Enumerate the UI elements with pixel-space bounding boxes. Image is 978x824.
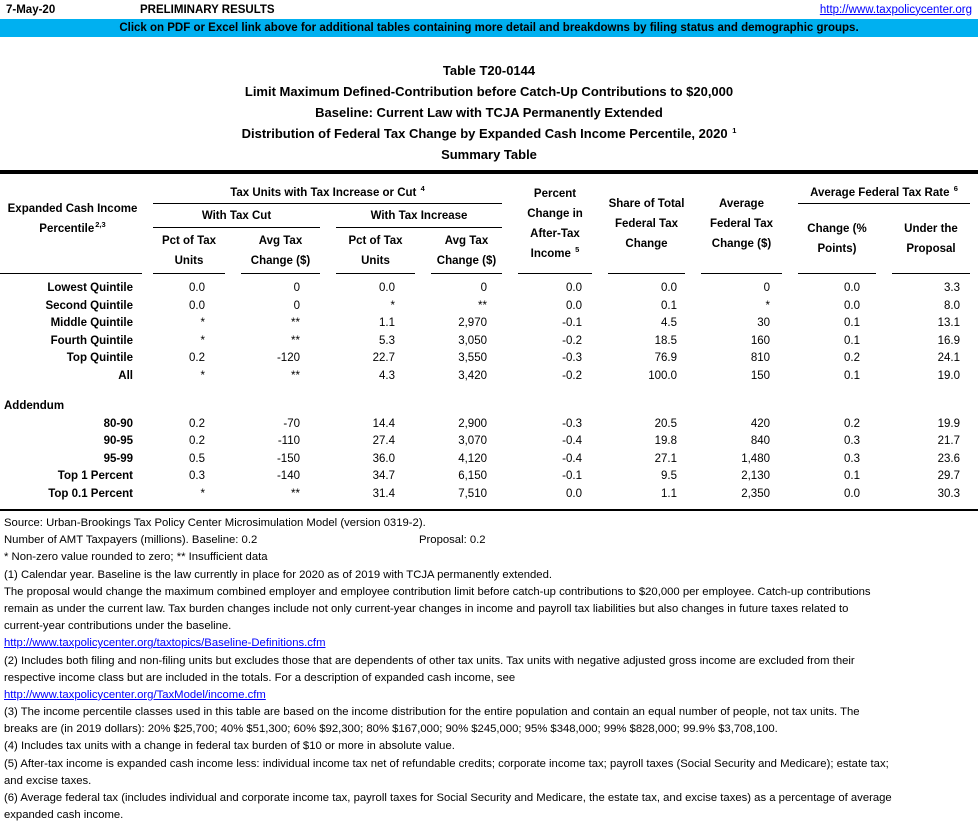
cell: 19.0 xyxy=(937,369,960,382)
row-label: Top 1 Percent xyxy=(57,470,133,482)
under-the-proposal-header: Under the Proposal xyxy=(884,204,978,274)
cell: ** xyxy=(291,317,300,329)
row-label: 80-90 xyxy=(103,417,133,430)
cell: -70 xyxy=(283,417,300,430)
footnote-line: respective income class but are included in the totals. For a description of expanded cash income, see xyxy=(4,671,516,684)
title-summary: Summary Table xyxy=(441,147,537,162)
cell: ** xyxy=(478,299,487,312)
cell: 34.7 xyxy=(372,470,395,482)
footnote-ref-1: 1 xyxy=(732,125,737,135)
pct-of-tax-units-header: Pct of Tax Units xyxy=(145,228,233,274)
footnote-line: (6) Average federal tax (includes individual and corporate income tax, payroll taxes for Social Security and Medicare, the estate tax, and excise taxes) as a percentage of average xyxy=(4,792,892,804)
cell: 0.0 xyxy=(566,282,582,294)
footnote-link[interactable]: http://www.taxpolicycenter.org/TaxModel/income.cfm xyxy=(4,688,266,701)
row-label: All xyxy=(118,369,133,382)
footnote-line: (2) Includes both filing and non-filing units but excludes those that are dependents of other tax units. Tax units with negative adjusted gross income are excluded from their xyxy=(4,654,855,667)
cell: 0.0 xyxy=(661,282,677,294)
cell: 0 xyxy=(763,282,770,294)
cell: 2,130 xyxy=(741,470,770,482)
cell: 0.0 xyxy=(844,282,860,294)
cell: ** xyxy=(291,334,300,347)
cell: * xyxy=(200,317,205,329)
cell: 0.1 xyxy=(844,334,860,347)
cell: 31.4 xyxy=(372,487,395,500)
cell: 24.1 xyxy=(937,352,960,364)
cell: 13.1 xyxy=(937,317,960,329)
cell: 0.0 xyxy=(189,282,205,294)
expanded-cash-income-header: Expanded Cash Income Percentile$^{2,3}$ xyxy=(0,174,145,274)
cell: 0 xyxy=(293,299,300,312)
avg-federal-tax-rate-header: Average Federal Tax Rate $^6$ xyxy=(790,174,978,204)
cell: 2,900 xyxy=(458,417,487,430)
cell: 0.1 xyxy=(844,470,860,482)
cell: 22.7 xyxy=(372,352,395,364)
with-tax-cut-header: With Tax Cut xyxy=(145,204,328,228)
cell: -0.4 xyxy=(562,452,582,465)
cell: 0.2 xyxy=(189,435,205,447)
title-distribution: Distribution of Federal Tax Change by Expanded Cash Income Percentile, 2020 $^1$ xyxy=(241,125,737,141)
cell: 0.5 xyxy=(189,452,205,465)
footnote-line: (1) Calendar year. Baseline is the law currently in place for 2020 as of 2019 with TCJA permanently extended. xyxy=(4,568,552,581)
cell: 18.5 xyxy=(654,334,677,347)
cell: * xyxy=(200,487,205,500)
footnote-link[interactable]: http://www.taxpolicycenter.org/taxtopics/Baseline-Definitions.cfm xyxy=(4,637,326,650)
cell: 29.7 xyxy=(937,470,960,482)
footnote-line: expanded cash income. xyxy=(4,809,124,822)
cell: -110 xyxy=(277,435,300,447)
cell: -150 xyxy=(276,452,300,465)
table-body-addendum xyxy=(0,416,978,504)
cell: 5.3 xyxy=(379,334,395,347)
cell: 1.1 xyxy=(379,317,395,329)
footnote-line: Source: Urban-Brookings Tax Policy Center Microsimulation Model (version 0319-2). xyxy=(4,517,426,529)
cell: 0.0 xyxy=(844,299,860,312)
top-bar xyxy=(0,0,978,19)
footnote-line: remain as under the current law. Tax burden changes include not only current-year changes in income and payroll tax liabilities but also changes in future taxes related to xyxy=(4,602,849,615)
tax-units-group-header: Tax Units with Tax Increase or Cut $^4$ xyxy=(145,174,510,204)
cell: 2,350 xyxy=(741,487,770,500)
cell: * xyxy=(390,299,395,312)
cell: 0.1 xyxy=(661,299,677,312)
cell: 14.4 xyxy=(372,417,395,430)
cell: 27.1 xyxy=(654,452,677,465)
row-label: 95-99 xyxy=(103,452,133,465)
change-pct-points-header: Change (% Points) xyxy=(790,204,884,274)
footnote-line: The proposal would change the maximum combined employer and employee contribution limit before catch-up contributions to $20,000 per employee. Catch-up contributions xyxy=(4,585,871,598)
cell: 19.9 xyxy=(937,417,960,430)
cell: 6,150 xyxy=(458,470,487,482)
cell: 27.4 xyxy=(372,435,395,447)
cell: 3.3 xyxy=(944,282,960,294)
cell: 0.2 xyxy=(844,417,860,430)
cell: 160 xyxy=(750,334,770,347)
cell: 76.9 xyxy=(654,352,677,364)
amt-baseline-text: Number of AMT Taxpayers (millions). Baseline: 0.2 xyxy=(4,534,258,547)
cell: 16.9 xyxy=(937,334,960,347)
cell: 0.2 xyxy=(189,417,205,430)
tpc-url-link[interactable]: http://www.taxpolicycenter.org xyxy=(819,3,972,16)
cell: 9.5 xyxy=(661,470,677,482)
cell: -0.3 xyxy=(562,352,582,364)
cell: 0.2 xyxy=(844,352,860,364)
cell: 0.0 xyxy=(189,299,205,312)
footnote-line: * Non-zero value rounded to zero; ** Insufficient data xyxy=(4,551,268,564)
share-of-total-header: Share of Total Federal Tax Change xyxy=(600,174,693,274)
cell: -140 xyxy=(276,470,300,482)
footnote-line xyxy=(4,687,978,704)
cell: 21.7 xyxy=(937,435,960,447)
table-bottom-border xyxy=(0,509,978,511)
cell: 4.5 xyxy=(661,317,677,329)
cell: ** xyxy=(291,487,300,500)
footnote-line xyxy=(4,532,978,549)
title-proposal: Limit Maximum Defined-Contribution before Catch-Up Contributions to $20,000 xyxy=(244,84,734,99)
cell: 150 xyxy=(750,369,770,382)
table-number: Table T20-0144 xyxy=(442,63,536,78)
footnotes xyxy=(0,515,978,824)
cell: 30 xyxy=(757,317,770,329)
cell: 810 xyxy=(750,352,770,364)
cell: 30.3 xyxy=(937,487,960,500)
cell: 0.1 xyxy=(844,369,860,382)
cell: -0.4 xyxy=(562,435,582,447)
addendum-label: Addendum xyxy=(4,400,65,412)
cell: -0.2 xyxy=(562,369,582,382)
info-banner-text: Click on PDF or Excel link above for additional tables containing more detail and breakdowns by filing status and demographic groups. xyxy=(119,22,859,34)
cell: 2,970 xyxy=(458,317,487,329)
avg-federal-tax-change-header: Average Federal Tax Change ($) xyxy=(693,174,790,274)
row-label: Middle Quintile xyxy=(50,317,133,329)
date-label: 7-May-20 xyxy=(6,3,56,16)
cell: 23.6 xyxy=(937,452,960,465)
cell: 3,550 xyxy=(458,352,487,364)
footnote-ref-2-3: 2,3 xyxy=(95,220,106,230)
footnote-line: (5) After-tax income is expanded cash income less: individual income tax net of refundable credits; corporate income tax; payroll taxes (Social Security and Medicare); estate tax; xyxy=(4,757,889,770)
cell: 100.0 xyxy=(648,369,677,382)
cell: * xyxy=(200,369,205,382)
cell: 4.3 xyxy=(379,369,395,382)
cell: 0.0 xyxy=(844,487,860,500)
info-banner xyxy=(0,19,978,37)
cell: * xyxy=(200,334,205,347)
avg-tax-change-header: Avg Tax Change ($) xyxy=(423,228,510,274)
footnote-line: breaks are (in 2019 dollars): 20% $25,700; 40% $51,300; 60% $92,300; 80% $167,000; 90% $245,000; 95% $348,000; 99% $828,000; 99.9% $3,708,100. xyxy=(4,723,778,736)
cell: 8.0 xyxy=(944,299,960,312)
row-label: Top Quintile xyxy=(66,352,133,364)
cell: 36.0 xyxy=(372,452,395,465)
title-block xyxy=(0,60,978,165)
cell: 3,050 xyxy=(458,334,487,347)
with-tax-increase-header: With Tax Increase xyxy=(328,204,510,228)
amt-proposal-text: Proposal: 0.2 xyxy=(419,534,486,547)
footnote-line: current-year contributions under the baseline. xyxy=(4,620,232,633)
footnote-ref-4: 4 xyxy=(420,184,425,194)
row-label: Second Quintile xyxy=(45,299,133,312)
cell: 20.5 xyxy=(654,417,677,430)
cell: * xyxy=(765,299,770,312)
cell: 0.3 xyxy=(189,470,205,482)
cell: 7,510 xyxy=(458,487,487,500)
footnote-line: (4) Includes tax units with a change in federal tax burden of $10 or more in absolute value. xyxy=(4,740,455,753)
footnote-line: (3) The income percentile classes used in this table are based on the income distribution for the entire population and contain an equal number of people, not tax units. The xyxy=(4,706,860,719)
cell: 3,070 xyxy=(458,435,487,447)
cell: -0.2 xyxy=(562,334,582,347)
cell: 0 xyxy=(480,282,487,294)
cell: 19.8 xyxy=(654,435,677,447)
cell: 0.3 xyxy=(844,452,860,465)
cell: 0.1 xyxy=(844,317,860,329)
preliminary-results-label: PRELIMINARY RESULTS xyxy=(140,3,275,16)
cell: 0.0 xyxy=(566,487,582,500)
title-baseline: Baseline: Current Law with TCJA Permanently Extended xyxy=(315,105,663,120)
pct-change-after-tax-income-header: Percent Change in After-Tax Income $^5$ xyxy=(510,174,600,274)
cell: 420 xyxy=(750,417,770,430)
cell: 0.0 xyxy=(379,282,395,294)
cell: 840 xyxy=(750,435,770,447)
footnote-line xyxy=(4,635,978,652)
cell: -0.3 xyxy=(562,417,582,430)
cell: 0.0 xyxy=(566,299,582,312)
table-header xyxy=(0,174,978,274)
row-label: Top 0.1 Percent xyxy=(48,487,133,500)
cell: -120 xyxy=(276,352,300,364)
cell: 1,480 xyxy=(741,452,770,465)
footnote-ref-6: 6 xyxy=(953,184,958,194)
pct-of-tax-units-header: Pct of Tax Units xyxy=(328,228,423,274)
row-label: Lowest Quintile xyxy=(47,282,133,294)
row-label: 90-95 xyxy=(103,435,133,447)
cell: ** xyxy=(291,369,300,382)
cell: 4,120 xyxy=(458,452,487,465)
cell: 1.1 xyxy=(661,487,677,500)
cell: 0.2 xyxy=(189,352,205,364)
row-label: Fourth Quintile xyxy=(50,334,133,347)
avg-tax-change-header: Avg Tax Change ($) xyxy=(233,228,328,274)
footnote-ref-5: 5 xyxy=(575,245,580,255)
cell: 0 xyxy=(293,282,300,294)
cell: 3,420 xyxy=(458,369,487,382)
cell: -0.1 xyxy=(562,317,582,329)
cell: 0.3 xyxy=(844,435,860,447)
table-body-main xyxy=(0,280,978,385)
cell: -0.1 xyxy=(562,470,582,482)
footnote-line: and excise taxes. xyxy=(4,774,92,787)
